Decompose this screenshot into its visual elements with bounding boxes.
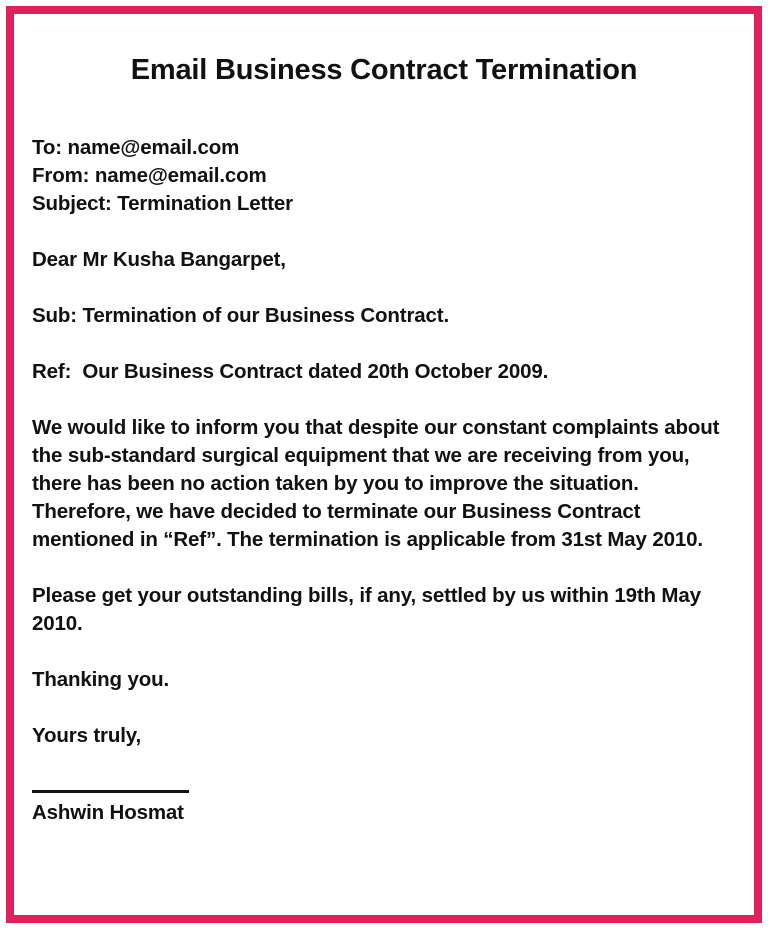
email-from-line: From: name@email.com bbox=[32, 164, 267, 188]
reference-line: Ref: Our Business Contract dated 20th October 2009. bbox=[32, 360, 549, 384]
thanks-line: Thanking you. bbox=[32, 668, 169, 692]
salutation: Dear Mr Kusha Bangarpet, bbox=[32, 248, 286, 272]
closing-line: Yours truly, bbox=[32, 724, 142, 748]
page-title: Email Business Contract Termination bbox=[130, 54, 638, 86]
subject-line: Sub: Termination of our Business Contract. bbox=[32, 304, 450, 328]
email-header-block bbox=[32, 134, 736, 218]
signature-rule bbox=[32, 790, 189, 793]
signer-name: Ashwin Hosmat bbox=[32, 801, 184, 825]
signature-block bbox=[32, 790, 736, 827]
email-subject-line: Subject: Termination Letter bbox=[32, 192, 293, 216]
body-paragraph-2: Please get your outstanding bills, if any, settled by us within 19th May 2010. bbox=[32, 584, 701, 636]
letter-page bbox=[6, 6, 762, 923]
email-to-line: To: name@email.com bbox=[32, 136, 240, 160]
body-paragraph-1: We would like to inform you that despite our constant complaints about the sub-standard surgical equipment that we are receiving from you, there has been no action taken by you to improve the situation. Therefore, we have decided to terminate our Business Contract mentioned in “Ref”. The termination is applicable from 31st May 2010. bbox=[32, 416, 720, 552]
letter-content bbox=[14, 14, 754, 915]
